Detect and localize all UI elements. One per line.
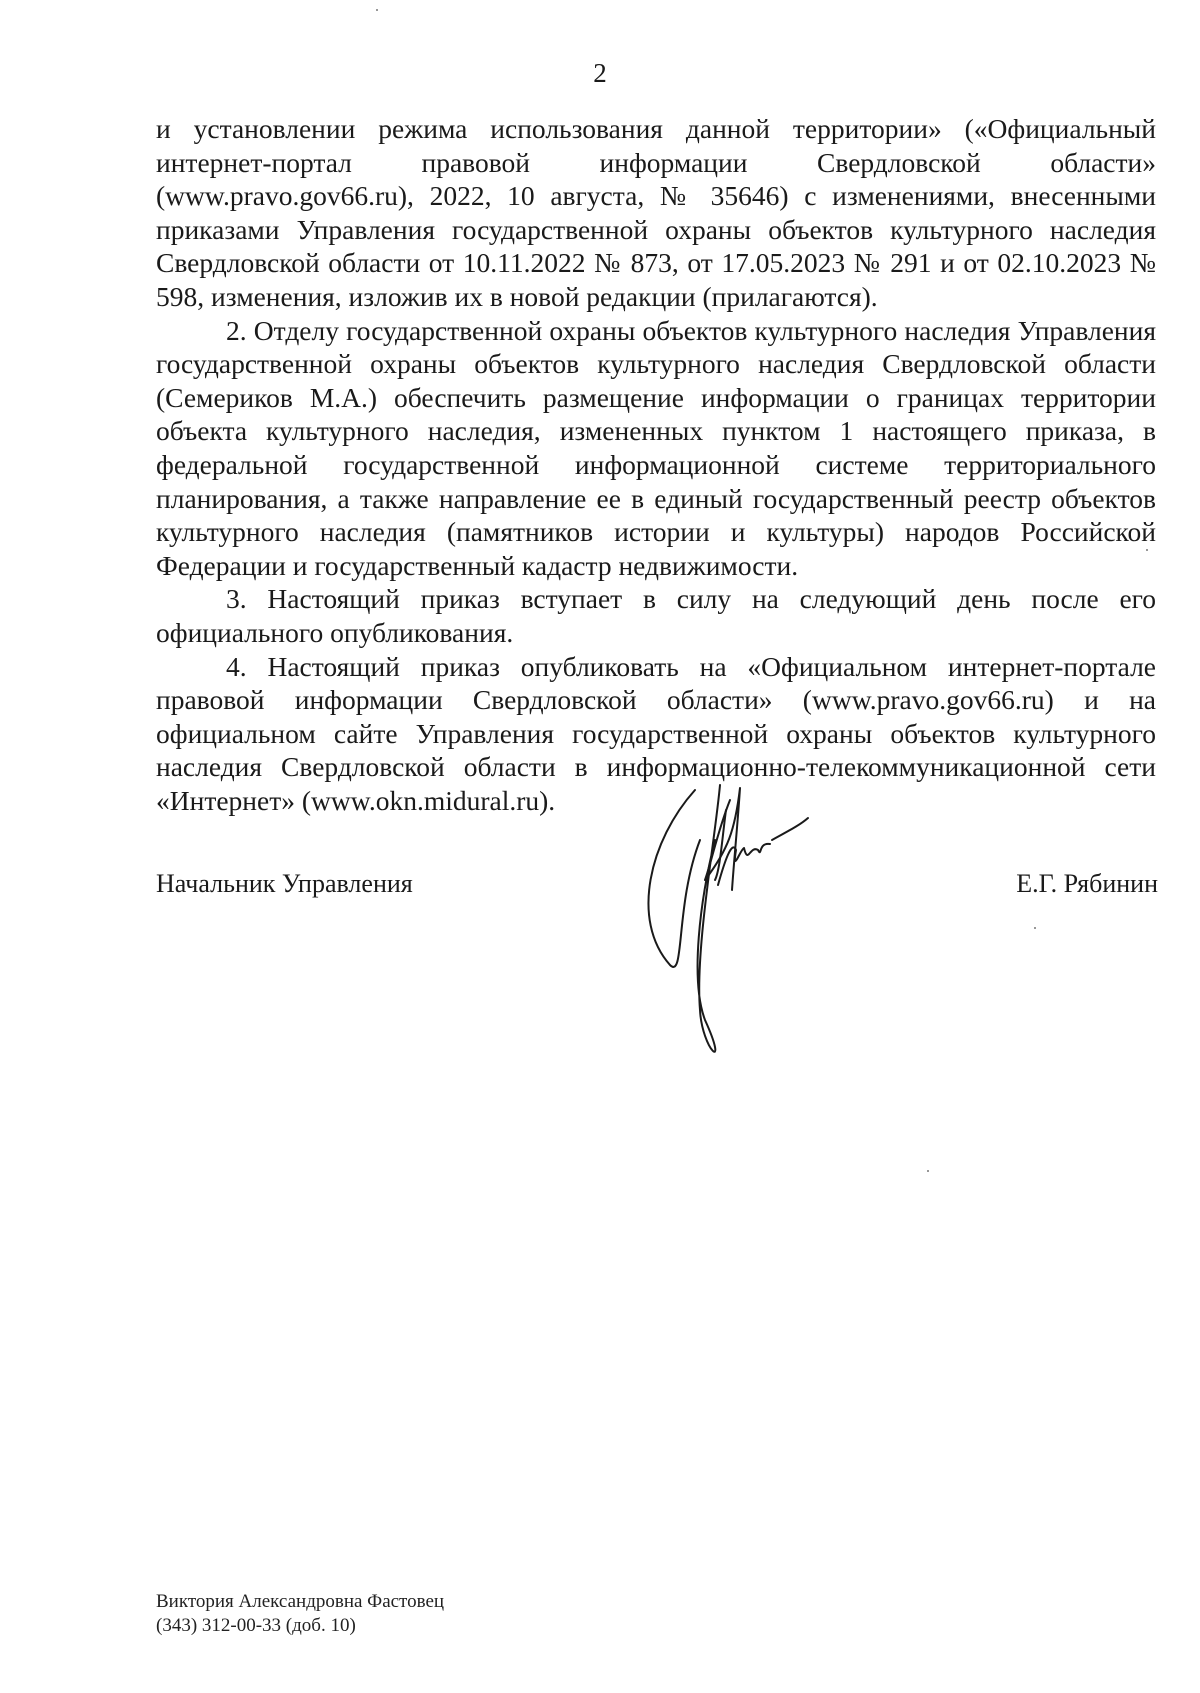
signatory-name: Е.Г. Рябинин	[1016, 869, 1158, 898]
handwritten-signature	[640, 780, 880, 1070]
paragraph-3: 3. Настоящий приказ вступает в силу на следующий день после его официального опубликования.	[156, 583, 1156, 648]
scan-speck	[1034, 927, 1036, 929]
paragraph-4: 4. Настоящий приказ опубликовать на «Официальном интернет-портале правовой информации Свердловской области» (www.pravo.gov66.ru) и на официальном сайте Управления государственной охраны объектов культурного наследия Свердловской области в информационно-телекоммуникационной сети «Интернет» (www.okn.midural.ru).	[156, 650, 1156, 816]
executor-block	[156, 1590, 444, 1638]
executor-name: Виктория Александровна Фастовец	[156, 1591, 445, 1612]
paragraph-2: 2. Отделу государственной охраны объектов культурного наследия Управления государственной охраны объектов культурного наследия Свердловской области (Семериков М.А.) обеспечить размещение информации о границах территории объекта культурного наследия, измененных пунктом 1 настоящего приказа, в федеральной государственной информационной системе территориального планирования, а также направление ее в единый государственный реестр объектов культурного наследия (памятников истории и культуры) народов Российской Федерации и государственный кадастр недвижимости.	[156, 314, 1156, 581]
executor-phone: (343) 312-00-33 (доб. 10)	[156, 1615, 356, 1636]
signatory-title: Начальник Управления	[156, 869, 413, 898]
page-number: 2	[593, 58, 607, 88]
scan-speck	[376, 9, 378, 11]
scan-speck	[1146, 549, 1148, 551]
document-body	[156, 112, 1156, 817]
scan-speck	[927, 1170, 929, 1172]
paragraph-1-continuation: и установлении режима использования данной территории» («Официальный интернет-портал правовой информации Свердловской области» (www.pravo.gov66.ru), 2022, 10 августа, № 35646) с изменениями, внесенными приказами Управления государственной охраны объектов культурного наследия Свердловской области от 10.11.2022 № 873, от 17.05.2023 № 291 и от 02.10.2023 № 598, изменения, изложив их в новой редакции (прилагаются).	[156, 113, 1156, 312]
